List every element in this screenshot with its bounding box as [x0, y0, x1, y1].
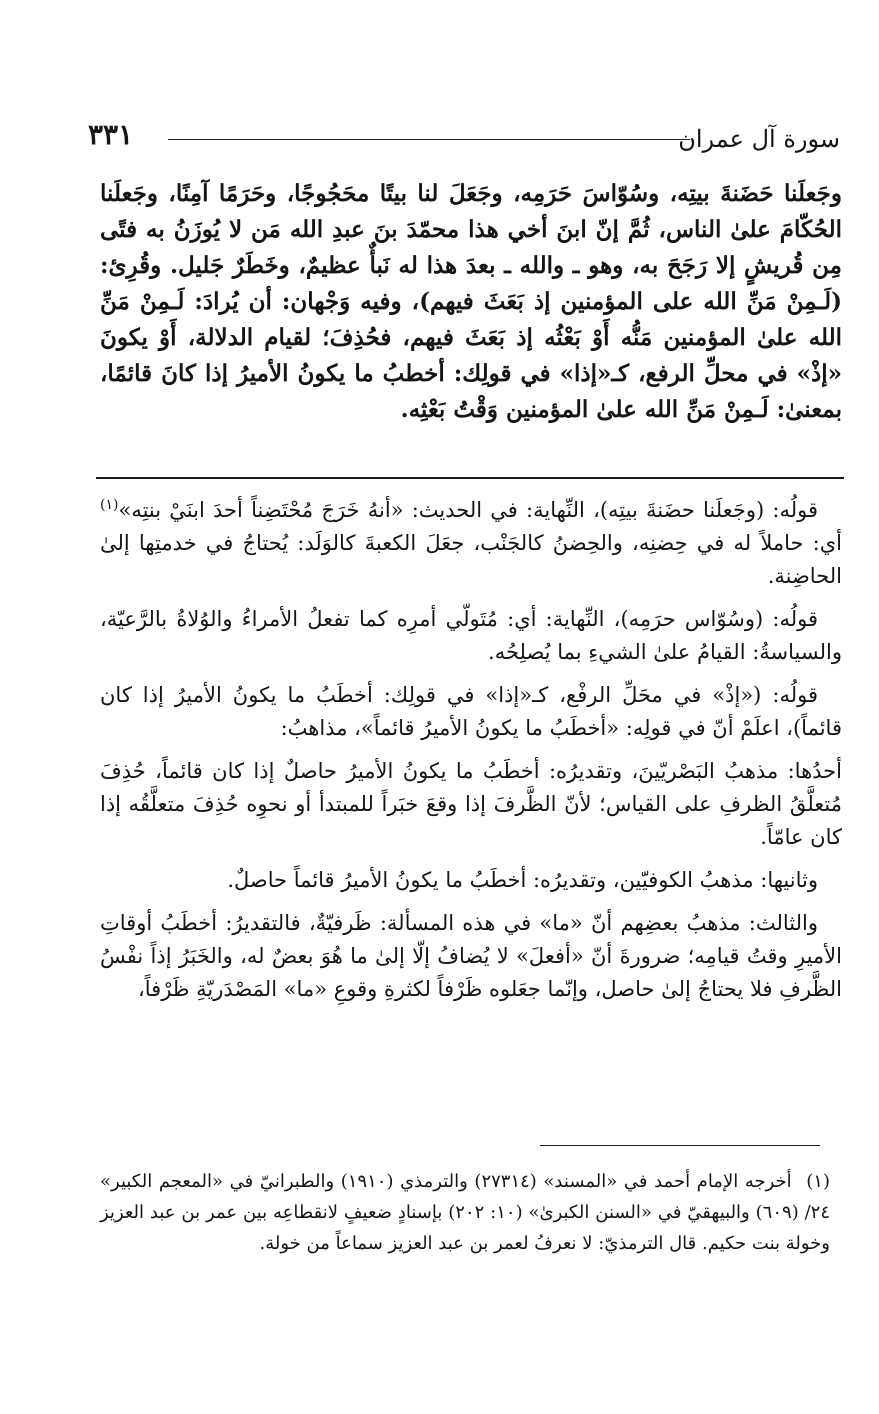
- footnote-rule: [540, 1145, 820, 1146]
- footnote-number: (١): [806, 1171, 830, 1192]
- main-text: وجَعلَنا حَضَنةَ بيتِه، وسُوّاسَ حَرَمِه، وجَعَلَ لنا بيتًا محَجُوجًا، وحَرَمًا آمِنًا، وجَعلَنا الحُكّامَ علىٰ الناس، ثُمَّ إنّ ابنَ أخي هذا محمّدَ بنَ عبدِ الله مَن لا يُوزَنُ به فتًى مِن قُريشٍ إلا رَجَحَ به، وهو ـ والله ـ بعدَ هذا له نَبأٌ عظيمٌ، وخَطَرٌ جَليل. وقُرِئ: (لَـمِنْ مَنِّ الله على المؤمنين إذ بَعَثَ فيهم)، وفيه وَجْهان: أن يُرادَ: لَـمِنْ مَنِّ الله علىٰ المؤمنين مَنُّه أَوْ بَعْثُه إذ بَعَثَ فيهم، فحُذِفَ؛ لقيام الدلالة، أَوْ يكونَ «إذْ» في محلِّ الرفع، كـ«إذا» في قولِك: أخطبُ ما يكونُ الأميرُ إذا كانَ قائمًا، بمعنىٰ: لَـمِنْ مَنِّ الله علىٰ المؤمنين وَقْتُ بَعْثِه.: [100, 180, 842, 423]
- footnote: [100, 1166, 830, 1259]
- commentary-paragraph-hadanat: [100, 494, 842, 593]
- surah-title: سورة آل عمران: [678, 125, 840, 153]
- commentary-paragraph-third-view: والثالث: مذهبُ بعضِهم أنّ «ما» في هذه المسألة: ظَرفيّةٌ، فالتقديرُ: أخطَبُ أوقاتِ الأميرِ وقتُ قيامِه؛ ضرورةَ أنّ «أفعلَ» لا يُضافُ إلّا إلىٰ ما هُوَ بعضٌ له، والخَبَرُ إذاً نفْسُ الظَّرفِ فلا يحتاجُ إلىٰ حاصل، وإنّما جعَلوه ظَرْفاً لكثرةِ وقوعِ «ما» المَصْدَريّةِ ظَرْفاً،: [100, 911, 842, 1001]
- commentary-text: أي: حاملاً له في حِضنِه، والحِضنُ كالجَنْب، جعَلَ الكعبةَ كالوَلَد: يُحتاجُ في خدمتِها إلىٰ الحاضِنة.: [100, 531, 842, 588]
- page-header: [88, 118, 840, 158]
- footnote-marker: (١): [100, 497, 119, 513]
- commentary-text: قولُه: (وجَعلَنا حضَنةَ بيتِه)، النِّهاية: في الحديث: «أنهُ خَرَجَ مُحْتَضِناً أحدَ ابنَيْ بنتِه»: [118, 498, 818, 522]
- commentary-paragraph-suwwas: قولُه: (وسُوّاس حرَمِه)، النِّهاية: أي: مُتَولّي أمرِه كما تفعلُ الأمراءُ والوُلاةُ بالرَّعيّة، والسياسةُ: القيامُ علىٰ الشيءِ بما يُصلِحُه.: [100, 607, 842, 664]
- footnote-text: أخرجه الإمام أحمد في «المسند» (٢٧٣١٤) والترمذي (١٩١٠) والطبرانيّ في «المعجم الكبير» ٢٤/ (٦٠٩) والبيهقيّ في «السنن الكبرىٰ» (١٠: ٢٠٢) بإسنادٍ ضعيفٍ لانقطاعِه بين عمر بن عبد العزيز وخولة بنت حكيم. قال الترمذيّ: لا نعرفُ لعمر بن عبد العزيز سماعاً من خولة.: [100, 1171, 831, 1254]
- page-number: ٣٣١: [88, 118, 134, 151]
- commentary: [100, 494, 842, 1016]
- header-rule: [168, 139, 690, 140]
- commentary-paragraph-first-view: أحدُها: مذهبُ البَصْريّينَ، وتقديرُه: أخطَبُ ما يكونُ الأميرُ حاصلٌ إذا كان قائماً، حُذِفَ مُتعلَّقُ الظرفِ على القياس؛ لأنّ الظَّرفَ إذا وقعَ خبَراً للمبتدأ أو نحوِه حُذِفَ متعلَّقُه إذا كان عامّاً.: [100, 759, 842, 849]
- commentary-paragraph-second-view: وثانيها: مذهبُ الكوفيّين، وتقديرُه: أخطَبُ ما يكونُ الأميرُ قائماً حاصلٌ.: [227, 868, 818, 892]
- commentary-paragraph-idh: قولُه: («إذْ» في محَلِّ الرفْع، كـ«إذا» في قولِك: أخطَبُ ما يكونُ الأميرُ إذا كان قائماً)، اعلَمْ أنّ في قولِه: «أخطَبُ ما يكونُ الأميرُ قائماً»، مذاهبُ:: [100, 683, 842, 740]
- main-text-separator: [96, 477, 844, 479]
